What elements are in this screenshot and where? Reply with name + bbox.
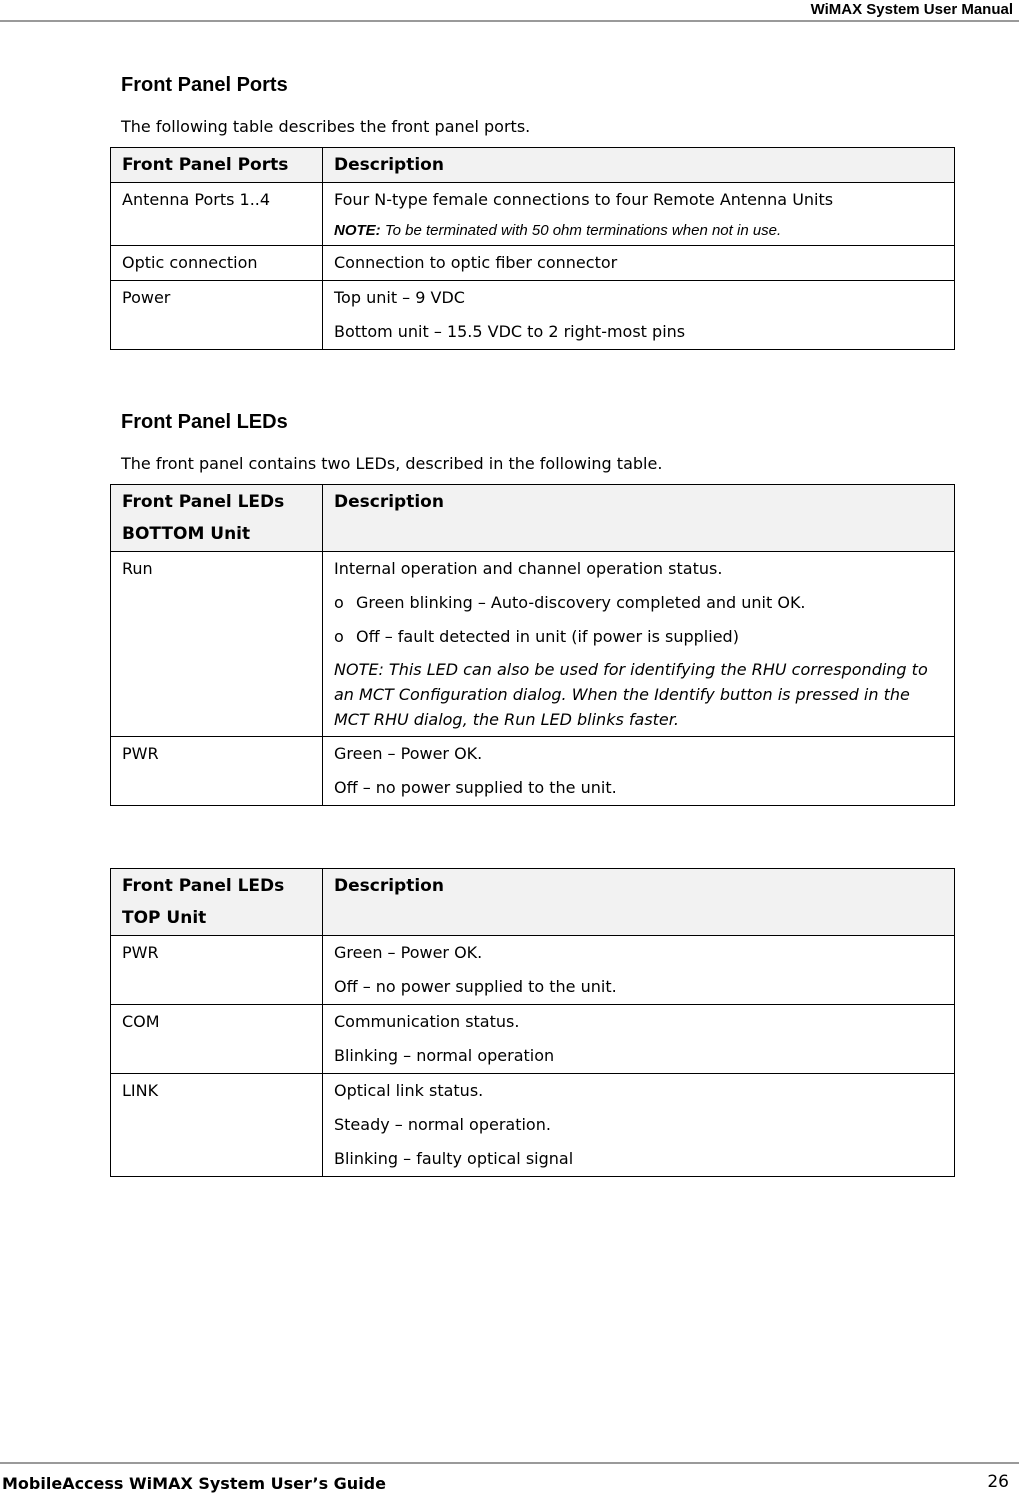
port-name: Antenna Ports 1..4 <box>111 183 323 246</box>
led-name: COM <box>111 1005 323 1074</box>
led-description <box>323 737 955 806</box>
col-header-ports: Front Panel Ports <box>111 148 323 183</box>
desc-line: Green – Power OK. <box>334 943 483 962</box>
col-header-description: Description <box>323 148 955 183</box>
note-text: To be terminated with 50 ohm terminations when not in use. <box>380 222 782 239</box>
desc-line: Blinking – normal operation <box>334 1046 555 1065</box>
ports-intro: The following table describes the front panel ports. <box>121 117 531 136</box>
led-name: Run <box>111 552 323 737</box>
table-row <box>111 281 955 350</box>
port-description <box>323 183 955 246</box>
col-header-line: Front Panel LEDs <box>122 876 285 896</box>
bullet-marker: o <box>334 593 344 612</box>
col-header-line: TOP Unit <box>122 908 207 928</box>
ports-heading: Front Panel Ports <box>121 74 288 96</box>
header-rule <box>0 20 1019 22</box>
desc-line: Blinking – faulty optical signal <box>334 1149 574 1168</box>
table-row <box>111 936 955 1005</box>
bullet-marker: o <box>334 627 344 646</box>
table-row <box>111 183 955 246</box>
table-row <box>111 1074 955 1177</box>
desc-line: Communication status. <box>334 1012 520 1031</box>
leds-intro: The front panel contains two LEDs, described in the following table. <box>121 454 663 473</box>
header-title: WiMAX System User Manual <box>810 1 1013 18</box>
note-text: NOTE: This LED can also be used for identifying the RHU corresponding to an MCT Configuration dialog. When the Identify button is pressed in the MCT RHU dialog, the Run LED blinks faster. <box>334 660 928 729</box>
desc-line: Bottom unit – 15.5 VDC to 2 right-most pins <box>334 322 686 341</box>
table-header-row <box>111 869 955 936</box>
table-header-row <box>111 148 955 183</box>
col-header-leds <box>111 869 323 936</box>
port-description <box>323 281 955 350</box>
port-name: Optic connection <box>111 246 323 281</box>
table-row <box>111 246 955 281</box>
list-item <box>334 586 944 620</box>
port-description: Connection to optic fiber connector <box>323 246 955 281</box>
led-name: PWR <box>111 936 323 1005</box>
col-header-leds <box>111 485 323 552</box>
ports-table <box>110 147 955 350</box>
col-header-line: Front Panel LEDs <box>122 492 285 512</box>
led-description <box>323 552 955 737</box>
desc-line: Top unit – 9 VDC <box>334 288 465 307</box>
desc-line: Optical link status. <box>334 1081 484 1100</box>
bullet-text: Green blinking – Auto-discovery completed and unit OK. <box>356 593 806 612</box>
led-name: LINK <box>111 1074 323 1177</box>
note-label: NOTE: <box>334 222 381 239</box>
bottom-unit-leds-table <box>110 484 955 806</box>
col-header-description: Description <box>323 485 955 552</box>
col-header-line: BOTTOM Unit <box>122 524 251 544</box>
page-footer <box>0 1462 1019 1496</box>
table-row <box>111 552 955 737</box>
table-header-row <box>111 485 955 552</box>
page-number: 26 <box>987 1472 1009 1492</box>
page-header <box>0 0 1019 23</box>
col-header-description: Description <box>323 869 955 936</box>
top-unit-leds-table <box>110 868 955 1177</box>
led-description <box>323 1074 955 1177</box>
footer-guide-title: MobileAccess WiMAX System User’s Guide <box>2 1474 386 1493</box>
desc-line: Off – no power supplied to the unit. <box>334 778 617 797</box>
led-description <box>323 1005 955 1074</box>
leds-heading: Front Panel LEDs <box>121 411 288 433</box>
led-name: PWR <box>111 737 323 806</box>
table-row <box>111 1005 955 1074</box>
desc-line: Steady – normal operation. <box>334 1115 551 1134</box>
desc-line: Green – Power OK. <box>334 744 483 763</box>
note-line <box>334 217 944 245</box>
desc-line: Internal operation and channel operation status. <box>334 559 723 578</box>
table-row <box>111 737 955 806</box>
desc-line: Four N-type female connections to four Remote Antenna Units <box>334 190 834 209</box>
port-name: Power <box>111 281 323 350</box>
list-item <box>334 620 944 654</box>
desc-line: Off – no power supplied to the unit. <box>334 977 617 996</box>
led-description <box>323 936 955 1005</box>
footer-rule <box>0 1462 1019 1464</box>
bullet-text: Off – fault detected in unit (if power is supplied) <box>356 627 739 646</box>
